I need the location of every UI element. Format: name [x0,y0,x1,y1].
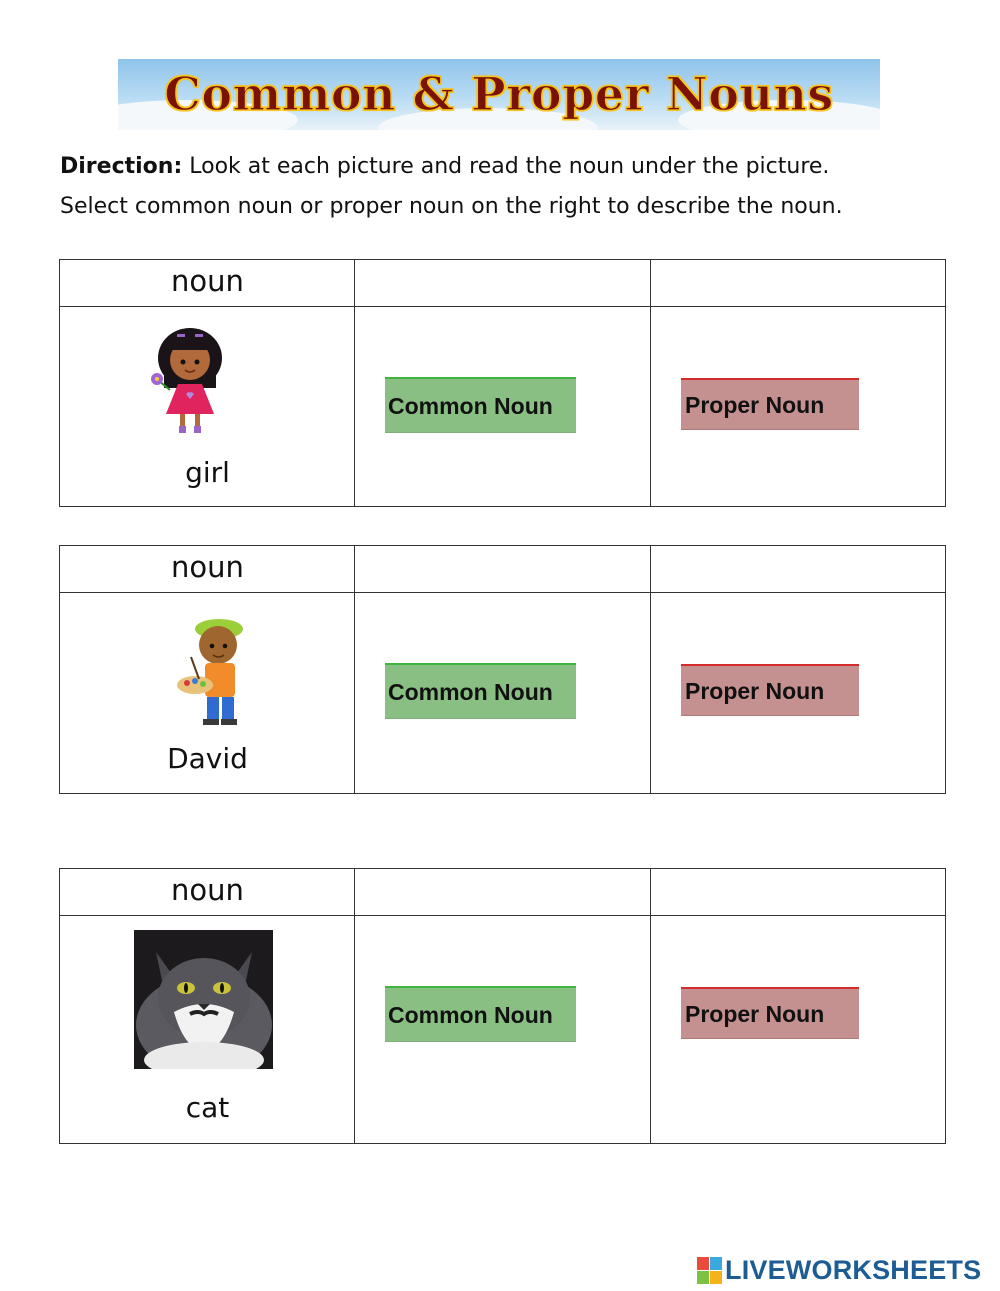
common-noun-button[interactable]: Common Noun [385,663,576,719]
column-divider [650,546,651,793]
noun-word: cat [185,1091,230,1124]
banner-title: Common & Proper Nouns [164,67,834,121]
girl-icon [148,322,232,442]
noun-header: noun [171,264,244,298]
common-noun-button[interactable]: Common Noun [385,377,576,433]
logo-text: LIVEWORKSHEETS [725,1254,982,1285]
proper-noun-button[interactable]: Proper Noun [681,987,859,1039]
question-table-david [59,545,946,794]
logo-blocks-icon [697,1257,722,1284]
liveworksheets-logo[interactable] [697,1255,981,1285]
direction-text-2: Select common noun or proper noun on the right to describe the noun. [60,194,843,219]
boy-painter-icon [173,611,253,733]
proper-noun-button[interactable]: Proper Noun [681,664,859,716]
column-divider [650,869,651,1143]
common-noun-button[interactable]: Common Noun [385,986,576,1042]
direction-line-1 [60,152,829,182]
question-table-girl [59,259,946,507]
title-banner [118,59,880,130]
question-table-cat [59,868,946,1144]
noun-word: girl [185,456,230,489]
column-divider [650,260,651,506]
direction-label: Direction: [60,154,183,179]
proper-noun-button[interactable]: Proper Noun [681,378,859,430]
noun-word: David [167,742,248,775]
direction-text-1: Look at each picture and read the noun under the picture. [189,154,830,179]
direction-line-2 [60,192,843,222]
cat-photo [134,930,273,1073]
noun-header: noun [171,873,244,907]
noun-header: noun [171,550,244,584]
